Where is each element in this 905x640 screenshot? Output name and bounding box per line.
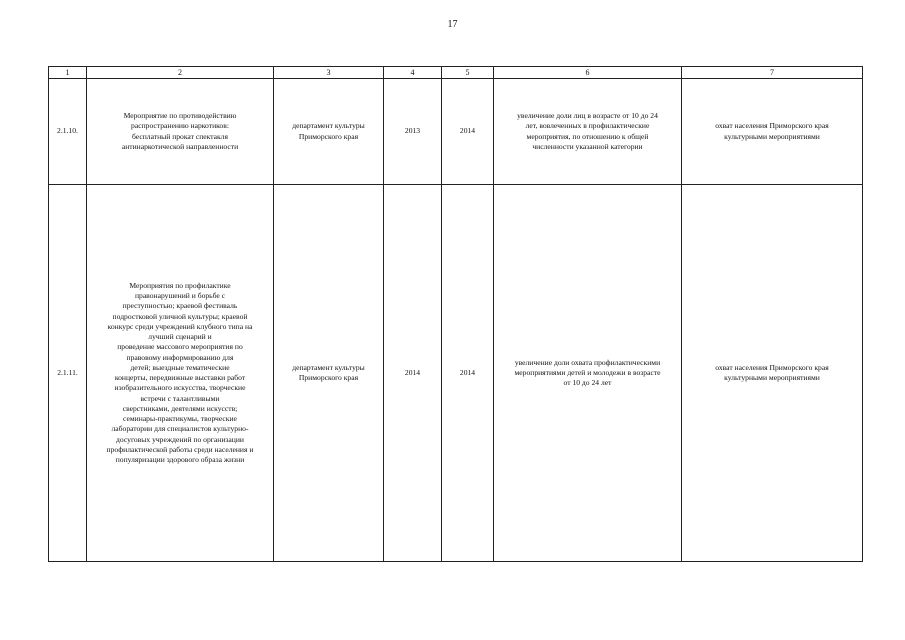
- measure-line: детей; выездные тематические: [130, 362, 230, 372]
- measure-line: преступностью; краевой фестиваль: [122, 301, 238, 311]
- start-year: 2014: [384, 185, 442, 562]
- table-row: [49, 79, 863, 185]
- effect-line: охват населения Приморского края: [715, 121, 829, 131]
- column-header: 6: [494, 67, 682, 79]
- effect-cell: [682, 185, 863, 562]
- result-cell: [494, 185, 682, 562]
- executor-line: Приморского края: [298, 373, 359, 382]
- row-number: 2.1.11.: [49, 185, 87, 562]
- row-number: 2.1.10.: [49, 79, 87, 185]
- effect-cell: [682, 79, 863, 185]
- result-line: численности указанной категории: [532, 141, 643, 151]
- result-line: увеличение доли лиц в возрасте от 10 до 24: [517, 111, 658, 120]
- page-number: 17: [447, 19, 458, 30]
- measure-line: популяризации здорового образа жизни: [115, 455, 245, 464]
- end-year: 2014: [442, 79, 494, 185]
- executor-line: Приморского края: [298, 131, 359, 141]
- effect-line: культурными мероприятиями: [724, 131, 820, 141]
- measure-line: Мероприятие по противодействию: [123, 111, 237, 120]
- column-header: 1: [49, 67, 87, 79]
- measure-line: семинары-практикумы, творческие: [123, 414, 237, 423]
- table-row: [49, 185, 863, 562]
- result-line: от 10 до 24 лет: [563, 378, 612, 388]
- measure-line: проведение массового мероприятия по: [117, 342, 243, 352]
- result-cell: [494, 79, 682, 185]
- effect-line: охват населения Приморского края: [715, 362, 829, 372]
- executor-cell: [274, 79, 384, 185]
- measure-line: профилактической работы среди населения и: [106, 444, 254, 454]
- measure-line: подростковой уличной культуры; краевой: [112, 311, 248, 321]
- measure-line: правонарушений и борьбе с: [134, 291, 226, 300]
- measures-table: [48, 66, 863, 562]
- measure-cell: [87, 79, 274, 185]
- measure-line: конкурс среди учреждений клубного типа на: [107, 321, 253, 331]
- start-year: 2013: [384, 79, 442, 185]
- measure-line: встречи с талантливыми: [140, 393, 220, 403]
- column-header: 3: [274, 67, 384, 79]
- executor-line: департамент культуры: [292, 121, 365, 131]
- measure-line: концерты, передвижные выставки работ: [114, 373, 246, 382]
- measure-cell: [87, 185, 274, 562]
- result-line: мероприятиями детей и молодежи в возрасте: [514, 367, 661, 377]
- measure-line: распространению наркотиков:: [131, 121, 229, 131]
- measure-line: Мероприятия по профилактике: [129, 280, 231, 290]
- column-header: 2: [87, 67, 274, 79]
- measure-line: лучший сценарий и: [148, 332, 212, 341]
- measure-line: изобразительного искусства, творческие: [114, 383, 246, 393]
- effect-line: культурными мероприятиями: [724, 373, 820, 382]
- measure-line: правовому информированию для: [126, 352, 234, 362]
- result-line: мероприятия, по отношению к общей: [526, 131, 649, 141]
- executor-cell: [274, 185, 384, 562]
- measure-line: бесплатный прокат спектакля: [132, 131, 228, 141]
- column-header: 7: [682, 67, 863, 79]
- result-line: увеличение доли охвата профилактическими: [514, 357, 661, 367]
- measure-line: лаборатории для специалистов культурно-: [111, 424, 249, 434]
- measure-line: сверстниками, деятелями искусств;: [122, 403, 238, 413]
- executor-line: департамент культуры: [292, 362, 365, 372]
- column-number-row: [49, 67, 863, 79]
- measure-line: антинаркотической направленности: [121, 141, 239, 151]
- end-year: 2014: [442, 185, 494, 562]
- column-header: 4: [384, 67, 442, 79]
- measure-line: досуговых учреждений по организации: [116, 434, 244, 444]
- column-header: 5: [442, 67, 494, 79]
- result-line: лет, вовлеченных в профилактические: [525, 121, 650, 131]
